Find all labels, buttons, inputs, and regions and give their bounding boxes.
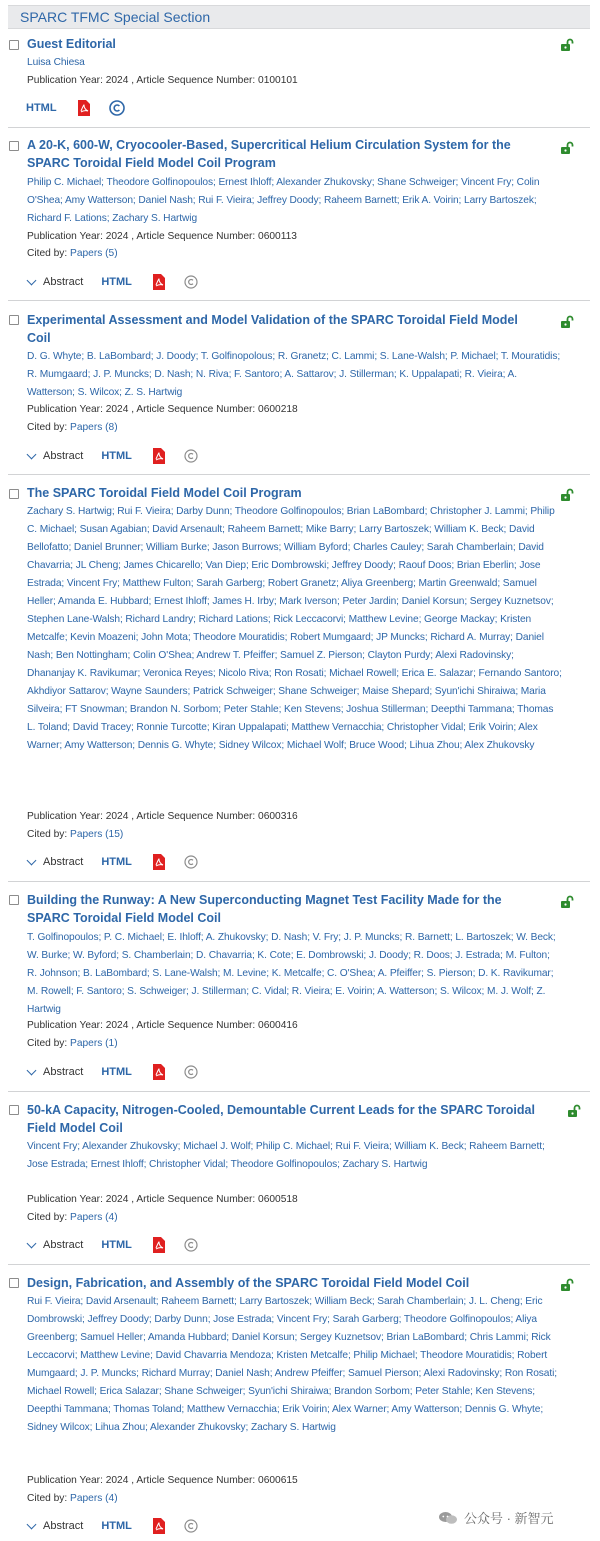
- publication-info: Publication Year: 2024 , Article Sequence Number: 0600113: [27, 231, 297, 242]
- publication-info: Publication Year: 2024 , Article Sequence Number: 0600416: [27, 1020, 298, 1031]
- abstract-label: Abstract: [43, 856, 84, 868]
- article-title[interactable]: 50-kA Capacity, Nitrogen-Cooled, Demountable Current Leads for the SPARC Toroidal Field Model Coil: [27, 1103, 535, 1135]
- cited-by: [27, 1491, 118, 1507]
- publication-info: Publication Year: 2024 , Article Sequence Number: 0600518: [27, 1194, 298, 1205]
- abstract-label: Abstract: [43, 1239, 84, 1251]
- cited-by: [27, 1036, 118, 1052]
- article-title[interactable]: Design, Fabrication, and Assembly of the SPARC Toroidal Field Model Coil: [27, 1276, 470, 1290]
- divider: [8, 1091, 590, 1092]
- watermark-text: 公众号 · 新智元: [464, 1511, 554, 1526]
- html-link[interactable]: HTML: [26, 102, 57, 114]
- copyright-icon[interactable]: [184, 1238, 198, 1252]
- article-authors[interactable]: Luisa Chiesa: [27, 57, 85, 68]
- article-title[interactable]: Experimental Assessment and Model Validation of the SPARC Toroidal Field Model Coil: [27, 313, 518, 345]
- chevron-down-icon: [27, 1239, 37, 1249]
- unlock-icon: [560, 141, 574, 155]
- unlock-icon: [560, 488, 574, 502]
- divider: [8, 127, 590, 128]
- article-authors[interactable]: T. Golfinopoulos; P. C. Michael; E. Ihloff; A. Zhukovsky; D. Nash; V. Fry; J. P. Muncks; R. Barnett; L. Bartoszek; W. Beck; W. Burke; W. Byford; S. Chamberlain; D. Chavarria; K. Cote; E. Dombrowski; J. Doody; R. Doos; J. Estrada; M. Fulton; R. Johnson; B. LaBombard; S. Lane-Walsh; M. Levine; K. Metcalfe; C. O'Shea; A. Pfeiffer; S. Pierson; D. K. Ravikumar; M. Rowell; F. Santoro; S. Schweiger; J. Stillerman; C. Vidal; R. Vieira; E. Voirin; A. Watterson; S. Wilcox; M. J. Wolf; Z. Hartwig: [27, 932, 556, 1015]
- publication-info: Publication Year: 2024 , Article Sequence Number: 0600218: [27, 404, 298, 415]
- cited-by-label: Cited by:: [27, 829, 68, 840]
- article-actions: [26, 1517, 198, 1535]
- chevron-down-icon: [27, 1066, 37, 1076]
- abstract-toggle[interactable]: [26, 1239, 83, 1251]
- article-checkbox[interactable]: [9, 141, 19, 151]
- cited-by-label: Cited by:: [27, 1493, 68, 1504]
- article-checkbox[interactable]: [9, 895, 19, 905]
- pdf-icon[interactable]: [152, 1064, 166, 1080]
- cited-by: [27, 827, 123, 843]
- divider: [8, 881, 590, 882]
- article-title[interactable]: Guest Editorial: [27, 37, 116, 51]
- cited-by: [27, 246, 118, 262]
- copyright-icon[interactable]: [184, 855, 198, 869]
- abstract-label: Abstract: [43, 450, 84, 462]
- cited-papers-link[interactable]: Papers (15): [70, 829, 124, 840]
- pdf-icon[interactable]: [152, 274, 166, 290]
- abstract-toggle[interactable]: [26, 1066, 83, 1078]
- abstract-toggle[interactable]: [26, 856, 83, 868]
- article-authors[interactable]: D. G. Whyte; B. LaBombard; J. Doody; T. Golfinopolous; R. Granetz; C. Lammi; S. Lane-Walsh; P. Michael; T. Mouratidis; R. Mumgaard; J. P. Muncks; D. Nash; N. Riva; F. Santoro; A. Sattarov; J. Stillerman; K. Uppalapati; R. Vieira; A. Watterson; S. Wilcox; Z. S. Hartwig: [27, 351, 561, 398]
- cited-by-label: Cited by:: [27, 1212, 68, 1223]
- article-authors[interactable]: Zachary S. Hartwig; Rui F. Vieira; Darby Dunn; Theodore Golfinopoulos; Brian LaBombard; Christopher J. Lammi; Philip C. Michael; Susan Agabian; David Arsenault; Raheem Barnett; Mike Barry; Larry Bartoszek; William K. Beck; David Bellofatto; Daniel Brunner; William Burke; Jason Burrows; William Byford; Charles Cauley; Sarah Chamberlain; David Chavarria; JL Cheng; James Chicarello; Van Diep; Eric Dombrowski; Jeffrey Doody; Raouf Doos; Brian Eberlin; Jose Estrada; Vincent Fry; Matthew Fulton; Sarah Garberg; Robert Granetz; Aliya Greenberg; Martin Greenwald; Samuel Heller; Amanda E. Hubbard; Ernest Ihloff; James H. Irby; Mark Iverson; Peter Jardin; Daniel Korsun; Sergey Kuznetsov; Stephen Lane-Walsh; Richard Landry; Richard Lations; Rick Leccacorvi; Matthew Levine; George Mackay; Kristen Metcalfe; Kevin Moazeni; John Mota; Theodore Mouratidis; Robert Mumgaard; JP Muncks; Richard A. Murray; Daniel Nash; Ben Nottingham; Colin O'Shea; Andrew T. Pfeiffer; Samuel Z. Pierson; Clayton Purdy; Alexi Radovinsky; Dhananjay K. Ravikumar; Veronica Reyes; Nicolo Riva; Ron Rosati; Michael Rowell; Erica E. Salazar; Fernando Santoro; Akhdiyor Sattarov; Wayne Saunders; Patrick Schweiger; Shane Schweiger; Maise Shepard; Syun'ichi Shiraiwa; Maria Silveira; FT Snowman; Brandon N. Sorbom; Peter Stahle; Ken Stevens; Joshua Stillerman; Deepthi Tammana; Thomas L. Toland; David Tracey; Ronnie Turcotte; Kiran Uppalapati; Matthew Vernacchia; Christopher Vidal; Erik Voirin; Alex Warner; Amy Watterson; Dennis G. Whyte; Sidney Wilcox; Michael Wolf; Bruce Wood; Lihua Zhou; Alex Zhukovsky: [27, 506, 562, 751]
- abstract-toggle[interactable]: [26, 450, 83, 462]
- article-authors[interactable]: Vincent Fry; Alexander Zhukovsky; Michael J. Wolf; Philip C. Michael; Rui F. Vieira; William K. Beck; Raheem Barnett; Jose Estrada; Ernest Ihloff; Christopher Vidal; Theodore Golfinopoulos; Zachary S. Hartwig: [27, 1141, 545, 1170]
- divider: [8, 300, 590, 301]
- abstract-label: Abstract: [43, 1520, 84, 1532]
- pdf-icon[interactable]: [152, 1518, 166, 1534]
- chevron-down-icon: [27, 276, 37, 286]
- article-title[interactable]: A 20-K, 600-W, Cryocooler-Based, Supercritical Helium Circulation System for the SPARC Toroidal Field Model Coil Program: [27, 138, 511, 170]
- pdf-icon[interactable]: [152, 1237, 166, 1253]
- copyright-icon[interactable]: [109, 100, 125, 116]
- watermark: [438, 1508, 554, 1527]
- abstract-toggle[interactable]: [26, 1520, 83, 1532]
- article-actions: [26, 1063, 198, 1081]
- cited-papers-link[interactable]: Papers (4): [70, 1493, 118, 1504]
- article-actions: [26, 99, 125, 117]
- pdf-icon[interactable]: [152, 854, 166, 870]
- publication-info: Publication Year: 2024 , Article Sequence Number: 0600615: [27, 1475, 298, 1486]
- abstract-label: Abstract: [43, 1066, 84, 1078]
- html-link[interactable]: HTML: [101, 1066, 132, 1078]
- html-link[interactable]: HTML: [101, 856, 132, 868]
- divider: [8, 1264, 590, 1265]
- unlock-icon: [560, 38, 574, 52]
- html-link[interactable]: HTML: [101, 1520, 132, 1532]
- article-checkbox[interactable]: [9, 1278, 19, 1288]
- copyright-icon[interactable]: [184, 1065, 198, 1079]
- chevron-down-icon: [27, 450, 37, 460]
- copyright-icon[interactable]: [184, 449, 198, 463]
- pdf-icon[interactable]: [77, 100, 91, 116]
- abstract-toggle[interactable]: [26, 276, 83, 288]
- html-link[interactable]: HTML: [101, 450, 132, 462]
- article-actions: [26, 853, 198, 871]
- cited-by-label: Cited by:: [27, 422, 68, 433]
- unlock-icon: [560, 315, 574, 329]
- unlock-icon: [560, 1278, 574, 1292]
- cited-papers-link[interactable]: Papers (5): [70, 248, 118, 259]
- pdf-icon[interactable]: [152, 448, 166, 464]
- unlock-icon: [560, 895, 574, 909]
- article-authors[interactable]: Rui F. Vieira; David Arsenault; Raheem Barnett; Larry Bartoszek; William Beck; Sarah Chamberlain; J. L. Cheng; Eric Dombrowski; Jeffrey Doody; Darby Dunn; Jose Estrada; Vincent Fry; Sarah Garberg; Theodore Golfinopoulos; Aliya Greenberg; Samuel Heller; Amanda Hubbard; Daniel Korsun; Sergey Kuznetsov; Brian LaBombard; Chris Lammi; Rick Leccacorvi; Matthew Levine; David Chavarria Mendoza; Kristen Metcalfe; Philip Michael; Theodore Mouratidis; Robert Mumgaard; J. P. Muncks; Richard Murray; Daniel Nash; Andrew Pfeiffer; Samuel Pierson; Alexi Radovinsky; Ron Rosati; Michael Rowell; Erica Salazar; Shane Schweiger; Syun'ichi Shiraiwa; Brandon Sorbom; Peter Stahle; Ken Stevens; Deepthi Tammana; Thomas Toland; Matthew Vernacchia; Erik Voirin; Alex Warner; Amy Watterson; Dennis G. Whyte; Sidney Wilcox; Lihua Zhou; Alexander Zhukovsky; Zachary S. Hartwig: [27, 1296, 557, 1433]
- cited-papers-link[interactable]: Papers (8): [70, 422, 118, 433]
- article-checkbox[interactable]: [9, 1105, 19, 1115]
- cited-by-label: Cited by:: [27, 248, 68, 259]
- abstract-label: Abstract: [43, 276, 84, 288]
- article-actions: [26, 447, 198, 465]
- copyright-icon[interactable]: [184, 1519, 198, 1533]
- section-title: SPARC TFMC Special Section: [20, 9, 211, 25]
- article-actions: [26, 1236, 198, 1254]
- publication-info: Publication Year: 2024 , Article Sequence Number: 0100101: [27, 75, 298, 86]
- cited-by: [27, 420, 118, 436]
- publication-info: Publication Year: 2024 , Article Sequence Number: 0600316: [27, 811, 298, 822]
- article-authors[interactable]: Philip C. Michael; Theodore Golfinopoulos; Ernest Ihloff; Alexander Zhukovsky; Shane Schweiger; Vincent Fry; Colin O'Shea; Amy Watterson; Daniel Nash; Rui F. Vieira; Jeffrey Doody; Raheem Barnett; Erik A. Voirin; Larry Bartoszek; Richard F. Lations; Zachary S. Hartwig: [27, 177, 540, 224]
- chevron-down-icon: [27, 856, 37, 866]
- html-link[interactable]: HTML: [101, 1239, 132, 1251]
- wechat-icon: [438, 1511, 458, 1525]
- article-checkbox[interactable]: [9, 489, 19, 499]
- article-actions: [26, 273, 198, 291]
- html-link[interactable]: HTML: [101, 276, 132, 288]
- chevron-down-icon: [27, 1520, 37, 1530]
- divider: [8, 474, 590, 475]
- cited-papers-link[interactable]: Papers (4): [70, 1212, 118, 1223]
- cited-papers-link[interactable]: Papers (1): [70, 1038, 118, 1049]
- cited-by: [27, 1210, 118, 1226]
- article-checkbox[interactable]: [9, 315, 19, 325]
- cited-by-label: Cited by:: [27, 1038, 68, 1049]
- article-title[interactable]: Building the Runway: A New Superconducting Magnet Test Facility Made for the SPARC Toroidal Field Model Coil: [27, 893, 502, 925]
- copyright-icon[interactable]: [184, 275, 198, 289]
- section-header: [8, 5, 590, 29]
- unlock-icon: [567, 1104, 581, 1118]
- article-title[interactable]: The SPARC Toroidal Field Model Coil Program: [27, 486, 302, 500]
- article-checkbox[interactable]: [9, 40, 19, 50]
